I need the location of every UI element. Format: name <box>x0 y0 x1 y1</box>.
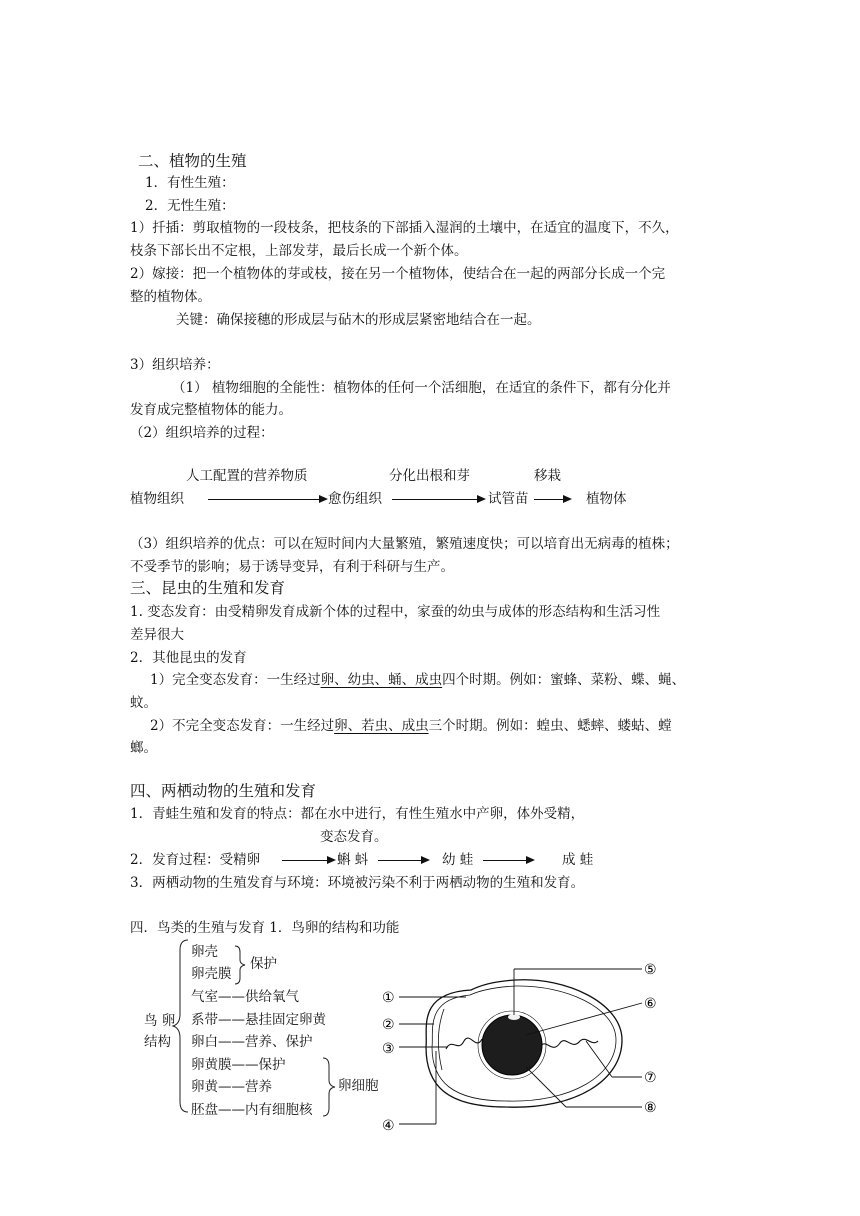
flow-label-nutrients: 人工配置的营养物质 <box>186 468 308 484</box>
asexual-reproduction-item: 2．无性生殖： <box>145 198 235 214</box>
stage-tadpole: 蝌 蚪 <box>337 852 369 868</box>
egg-item-air-cell: 气室——供给氧气 <box>191 989 299 1005</box>
incomplete-metamorphosis-line-1: 2）不完全变态发育：一生经过卵、若虫、成虫三个时期。例如：蝗虫、蟋蟀、蝼蛄、螳 <box>150 718 672 734</box>
frog-arrow-1 <box>282 860 334 861</box>
section-title-amphibians: 四、两栖动物的生殖和发育 <box>130 782 317 800</box>
complete-metamorphosis-line-1: 1）完全变态发育：一生经过卵、幼虫、蛹、成虫四个时期。例如：蜜蜂、菜粉、蝶、蝇、 <box>150 672 686 688</box>
egg-item-shell: 卵壳 <box>191 944 218 960</box>
metamorphosis-line-1: 1. 变态发育：由受精卵发育成新个体的过程中，家蚕的幼虫与成体的形态结构和生活习性 <box>130 604 661 620</box>
flow-arrow-1 <box>208 499 326 500</box>
flow-label-transplant: 移栽 <box>534 468 561 484</box>
tissue-culture-advantages-1: （3）组织培养的优点：可以在短时间内大量繁殖，繁殖速度快；可以培育出无病毒的植株； <box>130 536 679 552</box>
cell-brace <box>320 1056 340 1118</box>
cutting-line-2: 枝条下部长出不定根，上部发芽，最后长成一个新个体。 <box>130 243 468 259</box>
section-title-insects: 三、昆虫的生殖和发育 <box>130 579 286 597</box>
section-title-plant-reproduction: 二、植物的生殖 <box>138 152 247 170</box>
egg-item-yolk-membrane: 卵黄膜——保护 <box>191 1057 286 1073</box>
flow-node-plant: 植物体 <box>586 491 627 507</box>
marker-5: ⑤ <box>644 962 657 978</box>
flow-label-differentiation: 分化出根和芽 <box>389 468 470 484</box>
complete-stages: 卵、幼虫、蛹、成虫 <box>320 672 443 688</box>
other-insects: 2．其他昆虫的发育 <box>130 650 247 666</box>
protect-label: 保护 <box>250 956 277 972</box>
marker-4: ④ <box>382 1118 395 1134</box>
totipotency-line-1: （1） 植物细胞的全能性：植物体的任何一个活细胞，在适宜的条件下，都有分化并 <box>172 380 671 396</box>
egg-item-albumen: 卵白——营养、保护 <box>191 1034 313 1050</box>
egg-item-yolk: 卵黄——营养 <box>191 1079 272 1095</box>
marker-6: ⑥ <box>644 996 657 1012</box>
chalaza-left <box>446 1038 482 1049</box>
frog-arrow-2 <box>378 860 428 861</box>
frog-features-line-2: 变态发育。 <box>320 829 388 845</box>
flow-arrow-2 <box>392 499 484 500</box>
cutting-line-1: 1）扦插：剪取植物的一段枝条，把枝条的下部插入湿润的土壤中，在适宜的温度下，不久， <box>130 220 679 236</box>
sexual-reproduction-item: 1．有性生殖： <box>145 175 235 191</box>
development-process-label: 2．发育过程：受精卵 <box>130 852 261 868</box>
egg-item-shell-membrane: 卵壳膜 <box>191 966 232 982</box>
protect-brace <box>232 944 252 986</box>
totipotency-line-2: 发育成完整植物体的能力。 <box>130 402 292 418</box>
grafting-line-1: 2）嫁接：把一个植物体的芽或枝，接在另一个植物体，使结合在一起的两部分长成一个完 <box>130 266 666 282</box>
complete-metamorphosis-line-2: 蚊。 <box>130 695 157 711</box>
flow-arrow-3 <box>534 499 570 500</box>
flow-node-callus: 愈伤组织 <box>328 491 382 507</box>
tissue-culture-title: 3）组织培养： <box>130 357 220 373</box>
bird-egg-diagram <box>376 955 666 1140</box>
egg-structure-label-2: 结构 <box>144 1034 171 1050</box>
incomplete-stages: 卵、若虫、成虫 <box>334 718 429 734</box>
egg-item-germinal-disc: 胚盘——内有细胞核 <box>191 1102 313 1118</box>
stage-young-frog: 幼 蛙 <box>442 852 474 868</box>
grafting-line-2: 整的植物体。 <box>130 289 211 305</box>
egg-item-chalaza: 系带——悬挂固定卵黄 <box>191 1012 326 1028</box>
tissue-culture-process: （2）组织培养的过程： <box>130 425 274 441</box>
tissue-culture-advantages-2: 不受季节的影响；易于诱导变异，有利于科研与生产。 <box>130 559 454 575</box>
amphibian-environment: 3．两栖动物的生殖发育与环境：环境被污染不利于两栖动物的生殖和发育。 <box>130 875 585 891</box>
frog-arrow-3 <box>483 860 533 861</box>
metamorphosis-line-2: 差异很大 <box>130 627 184 643</box>
marker-2: ② <box>382 1017 395 1033</box>
marker-7: ⑦ <box>644 1070 657 1086</box>
marker-8: ⑧ <box>644 1100 657 1116</box>
marker-1: ① <box>382 990 395 1006</box>
yolk <box>482 1015 542 1075</box>
stage-adult-frog: 成 蛙 <box>562 852 594 868</box>
grafting-key: 关键：确保接穗的形成层与砧木的形成层紧密地结合在一起。 <box>176 312 541 328</box>
incomplete-metamorphosis-line-2: 螂。 <box>130 740 157 756</box>
flow-node-plant-tissue: 植物组织 <box>130 491 184 507</box>
marker-3: ③ <box>382 1041 395 1057</box>
flow-node-plantlet: 试管苗 <box>488 491 529 507</box>
section-title-birds: 四．鸟类的生殖与发育 1．鸟卵的结构和功能 <box>130 920 400 936</box>
egg-cell-label: 卵细胞 <box>338 1078 379 1094</box>
frog-features-line-1: 1．青蛙生殖和发育的特点：都在水中进行，有性生殖水中产卵，体外受精， <box>130 806 585 822</box>
egg-structure-label-1: 鸟 卵 <box>144 1013 176 1029</box>
air-cell-line <box>438 1009 444 1070</box>
